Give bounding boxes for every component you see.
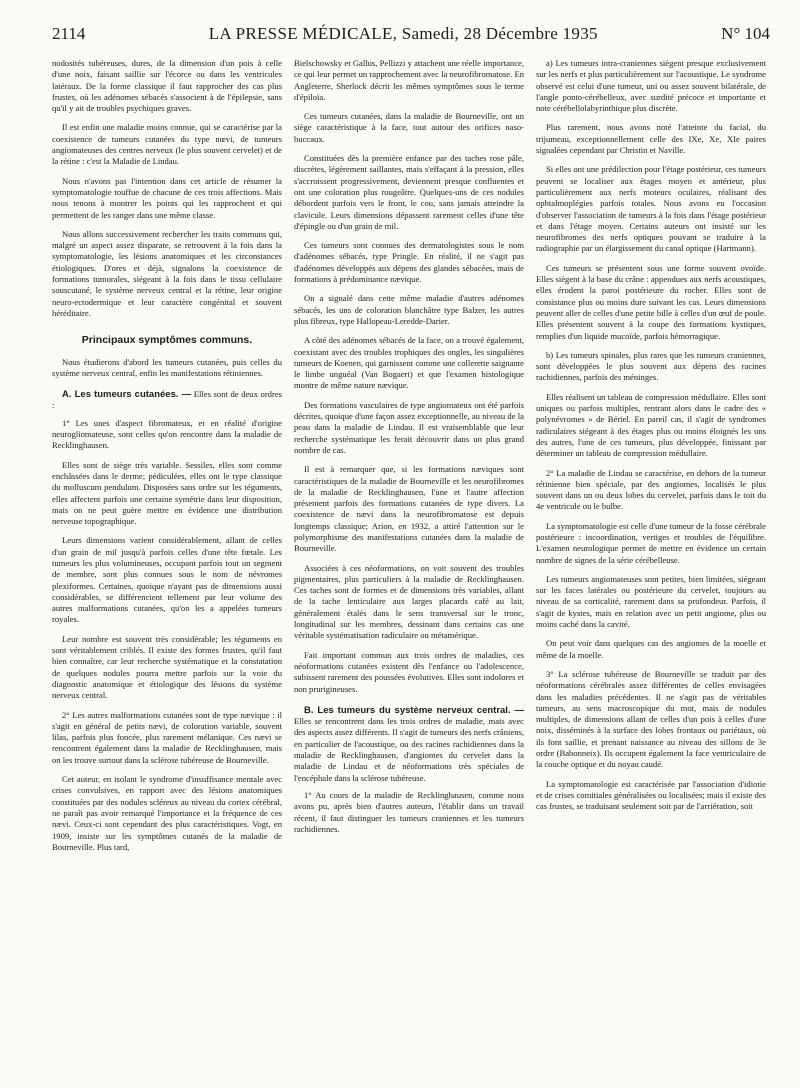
issue-date: Samedi, 28 Décembre 1935 <box>401 24 598 43</box>
paragraph: 2° La maladie de Lindau se caractérise, en dehors de la tumeur rétinienne bien spéciale, par des angiomes, localisés le plus souvent dans un ou deux lobes du cervelet, parfois dans le toit du 4e ventricule ou le bulbe. <box>536 467 766 512</box>
subsection-text: Elles se rencontrent dans les trois ordres de maladie, mais avec des aspects assez différents. Il s'agit de tumeurs des nerfs crâniens, en particulier de l'acoustique, ou des racines rachidiennes dans la maladie de Recklinghausen, d'angiomes du cervelet dans la maladie de Lindau et de néoformations très spéciales de l'encéphale dans la sclérose tubéreuse. <box>294 716 524 783</box>
paragraph: Associées à ces néoformations, on voit souvent des troubles pigmentaires, plus particuliers à la maladie de Recklinghausen. Ces taches sont de formes et de dimensions très variables, allant de la tache lenticulaire aux larges placards café au lait, généralement étalés dans le sens transversal sur le tronc, longitudinal sur les membres, dessinant dans certains cas une véritable systématisation radiculaire ou métamérique. <box>294 562 524 641</box>
paragraph: On a signalé dans cette même maladie d'autres adénomes sébacés, les uns de coloration blanchâtre type Balzer, les autres plus fibreux, type Hallopeau-Leredde-Darier. <box>294 293 524 326</box>
column-3 <box>536 58 766 1088</box>
paragraph: Constituées dès la première enfance par des taches rose pâle, discrètes, légèrement saillantes, mais s'effaçant à la pression, elles s'accroissent progressivement, deviennent presque confluentes et ont une coloration plus rougeâtre. Quelques-uns de ces nodules débordent parfois vers le front, le cou, sans jamais atteindre la clavicule. Leurs dimensions dépassent rarement celles d'une tête d'épingle ou d'un grain de mil. <box>294 153 524 231</box>
paragraph: a) Les tumeurs intra-craniennes siègent presque exclusivement sur les nerfs et plus particulièrement sur l'acoustique. Le syndrome observé est celui d'une tumeur, uni ou assez souvent bilatérale, de l'angle ponto-cérébelleux, avec surdité précoce et importante et note cérébellolabyrinthique plus discrète. <box>536 58 766 114</box>
paragraph: Elles sont de siège très variable. Sessiles, elles sont comme enchâssées dans le derme; pédiculées, elles ont le type classique du molluscum pendulum. Disposées sans ordre sur les téguments, elles affectent parfois une certaine symétrie dans leur disposition, mais on ne peut guère mettre en évidence une distribution nerveuse topographique. <box>52 459 282 527</box>
paragraph: 2° Les autres malformations cutanées sont de type nævique : il s'agit en général de petits nævi, de coloration variable, souvent lilas, parfois plus foncée, plus rarement mélanique. Ces nævi se rencontrent également dans la maladie de Recklinghausen, mais on les trouve surtout dans la sclérose tubéreuse de Bourneville. <box>52 709 282 765</box>
page-header <box>52 24 770 52</box>
paragraph: Ces tumeurs cutanées, dans la maladie de Bourneville, ont un siège caractéristique à la face, tout autour des orifices naso-buccaux. <box>294 111 524 144</box>
issue-number: N° 104 <box>721 24 770 43</box>
paragraph: Les tumeurs angiomateuses sont petites, bien limitées, siégeant sur les faces latérales ou postérieure du cervelet, toujours au niveau de sa corticalité, rarement dans sa profondeur. Parfois, il s'agit de kystes, mais en relation avec un petit angiome, plus ou moins caché dans la cavité. <box>536 573 766 630</box>
column-2 <box>294 58 524 1088</box>
column-1 <box>52 58 282 1088</box>
subsection-text: Elles sont de deux ordres : <box>52 389 282 411</box>
paragraph: Il est enfin une maladie moins connue, qui se caractérise par la coexistence de tumeurs cutanées du type nœvi, de tumeurs angiomateuses des centres nerveux (le plus souvent cervelet) et de la rétine : c'est la Maladie de Lindau. <box>52 122 282 167</box>
running-title <box>209 24 598 44</box>
paragraph: nodosités tubéreuses, dures, de la dimension d'un pois à celle d'une noix, faisant saillie sur l'écorce ou dans les ventricules latéraux. De la forme classique il faut rapprocher des cas plus frustes, où les adénomes sébacés s'associent à de l'épilepsie, sans qu'il y ait de troubles psychiques graves. <box>52 58 282 114</box>
paragraph: La symptomatologie est caractérisée par l'association d'idiotie et de crises comitiales généralisées ou localisées; mais il existe des cas frustes, se traduisant seulement soit par de l'arriération, soit <box>536 778 766 812</box>
paragraph: 3° La sclérose tubéreuse de Bourneville se traduit par des néoformations cérébrales assez différentes de celles envisagées dans les maladies précédentes. Il ne s'agit pas de véritables tumeurs, au sens macroscopique du mot, mais de nodules multiples, de dimensions allant de celles d'un pois à celles d'une noix, disséminés à la surface des lobes frontaux ou pariétaux, où ils font saillie, et prenant naissance au niveau des sillons de 3e ordre (Babonneix). Ils occupent également la face ventriculaire de la couche optique et du noyau caudé. <box>536 668 766 770</box>
paragraph: 1° Au cours de la maladie de Recklinghausen, comme nous avons pu, après bien d'autres auteurs, l'établir dans un travail récent, il faut distinguer les tumeurs craniennes et les tumeurs rachidiennes. <box>294 789 524 834</box>
paragraph: Si elles ont une prédilection pour l'étage postérieur, ces tumeurs peuvent se localiser aux étages moyen et antérieur, plus particulièrement aux nerfs moteurs oculaires, réalisant des ophtalmoplégies parfois totales. Nous avons eu l'occasion d'observer l'association de tumeurs à la fois dans l'étage postérieur et dans l'étage moyen. Certains auteurs ont insisté sur les neurofibromes des nerfs optiques pouvant se traduire à la radiographie par un élargissement du canal optique (Hartmann). <box>536 164 766 254</box>
section-heading: Principaux symptômes communs. <box>81 334 253 347</box>
paragraph: Bielschowsky et Gallus, Pellizzi y attachent une réelle importance, ce qui leur permet un rapprochement avec la neurofibromatose. En Angleterre, Sherlock décrit les mêmes symptômes sous le terme d'épiloïa. <box>294 58 524 102</box>
subsection-heading: B. Les tumeurs du système nerveux central. — <box>304 704 524 716</box>
paragraph: 1° Les unes d'aspect fibromateux, et en réalité d'origine neurogliomateuse, sont celles qu'on rencontre dans la maladie de Recklinghausen. <box>52 417 282 451</box>
paragraph: Cet auteur, en isolant le syndrome d'insuffisance mentale avec crises convulsives, en rapport avec des lésions anatomiques constituées par des nodules scléreux au niveau du cortex cérébral, ne paraît pas avoir remarqué l'importance et la fréquence de ces nævi. Ceux-ci sont cependant des plus caractéristiques. Vogt, en 1909, insiste sur les symptômes cutanés de la maladie de Bourneville. Plus tard, <box>52 774 282 852</box>
paragraph: Plus rarement, nous avons noté l'atteinte du facial, du trijumeau, exceptionnellement celle des IXe, Xe, XIe paires signalées cependant par Christin et Naville. <box>536 122 766 156</box>
paragraph: La symptomatologie est celle d'une tumeur de la fosse cérébrale postérieure : incoordination, vertiges et troubles de l'équilibre. L'examen neurologique permet de mettre en évidence un certain nombre de signes de la série cérébelleuse. <box>536 520 766 565</box>
paragraph: Ces tumeurs se présentent sous une forme souvent ovoïde. Elles siègent à la base du crâne : appendues aux nerfs acoustiques, elles érodent la paroi postérieure du rocher. Elles sont de consistance plus ou moins dure suivant les cas. Leurs dimensions peuvent aller de celles d'une petite bille à celles d'un œuf de poule. Elles présentent souvent à la coupe des formations kystiques, remplies d'un liquide mucoïde, parfois hémorragique. <box>536 262 766 341</box>
subsection-b <box>294 705 524 784</box>
paragraph: Elles réalisent un tableau de compression médullaire. Elles sont uniques ou parfois multiples, rentrant alors dans le cadre des « polynévromes » de Bériel. En pareil cas, il s'agit de syndromes radiculaires siégeant à des étages plus ou moins éloignés les uns des autres, l'une de ces tumeurs, plus développée, finissant par déterminer un tableau de compression médullaire. <box>536 391 766 459</box>
paragraph: A côté des adénomes sébacés de la face, on a trouvé également, coexistant avec des troubles trophiques des ongles, les singulières tumeurs de Koenen, qui garnissent comme une collerette saignante le limbe unguéal (Van Bogaert) et que l'examen histologique montre de même nature nævique. <box>294 335 524 391</box>
paragraph: Nous étudierons d'abord les tumeurs cutanées, puis celles du système nerveux central, enfin les manifestations rétiniennes. <box>52 356 282 378</box>
paragraph: Nous allons successivement rechercher les traits communs qui, malgré un aspect assez disparate, se retrouvent à la fois dans la symptomatologie, les lésions anatomiques et les circonstances étiologiques. D'ores et déjà, signalons la coexistence de formations tumorales, siégeant à la fois dans le tissu cellulaire souscutané, le système nerveux central et la rétine, leur origine neuro-ectodermique et leur caractère congénital et souvent héréditaire. <box>52 228 282 318</box>
paragraph: Fait important commun aux trois ordres de maladies, ces néoformations cutanées existent dès l'enfance ou l'adolescence, subissent rarement des poussées évolutives. Elles sont indolores et non prurigineuses. <box>294 649 524 694</box>
paragraph: Des formations vasculaires de type angiomateux ont été parfois décrites, quoique d'une façon assez exceptionnelle, au niveau de la peau dans la maladie de Lindau. Il est vraisemblable que leur recherche systématique les ferait découvrir dans un plus grand nombre de cas. <box>294 399 524 455</box>
paragraph: Nous n'avons pas l'intention dans cet article de résumer la symptomatologie touffue de chacune de ces trois affections. Mais nous tenons à montrer les points qui les rapprochent et qui permettent de les ranger dans une même classe. <box>52 175 282 220</box>
subsection-heading: A. Les tumeurs cutanées. — <box>62 389 192 401</box>
journal-title: LA PRESSE MÉDICALE, <box>208 24 398 43</box>
page-number: 2114 <box>52 24 86 43</box>
subsection-a <box>52 389 282 412</box>
paragraph: b) Les tumeurs spinales, plus rares que les tumeurs craniennes, sont développées le plus souvent aux dépens des racines rachidiennes, parfois des méninges. <box>536 349 766 383</box>
paragraph: On peut voir dans quelques cas des angiomes de la moelle et même de la moelle. <box>536 638 766 660</box>
paragraph: Leur nombre est souvent très considérable; les téguments en sont véritablement criblés. Il existe des formes frustes, qu'il faut bien connaître, car leur recherche systématique et la constatation de quelques nodules pourra mettre parfois sur la voie du diagnostic anatomique et étiologique des lésions du système nerveux central. <box>52 633 282 701</box>
paragraph: Ces tumeurs sont connues des dermatologistes sous le nom d'adénomes sébacés, type Pringle. En réalité, il ne s'agit pas d'adénomes développés aux dépens des glandes sébacées, mais de formations à prédominance nævique. <box>294 240 524 285</box>
paragraph: Il est à remarquer que, si les formations næviques sont caractéristiques de la maladie de Bourneville et les neurofibromes de la maladie de Recklinghausen, l'une et l'autre affection présentent parfois des formations cutanées de type divers. La coexistence de nævi dans la neurofibromatose est depuis longtemps classique; Arion, en 1932, a attiré l'attention sur le polymorphisme des manifestations cutanées dans la maladie de Bourneville. <box>294 464 524 554</box>
paragraph: Leurs dimensions varient considérablement, allant de celles d'un grain de mil jusqu'à parfois celles d'une tête fœtale. Les tumeurs les plus volumineuses, occupant parfois tout un segment de membre, sont plus connues sous le nom de névromes plexiformes. Certaines, quoique n'ayant pas de dimensions aussi considérables, se différencient tellement par leur volume des autres malformations cutanées, qu'on les a appelées tumeurs royales. <box>52 535 282 625</box>
text-columns <box>52 58 770 1088</box>
